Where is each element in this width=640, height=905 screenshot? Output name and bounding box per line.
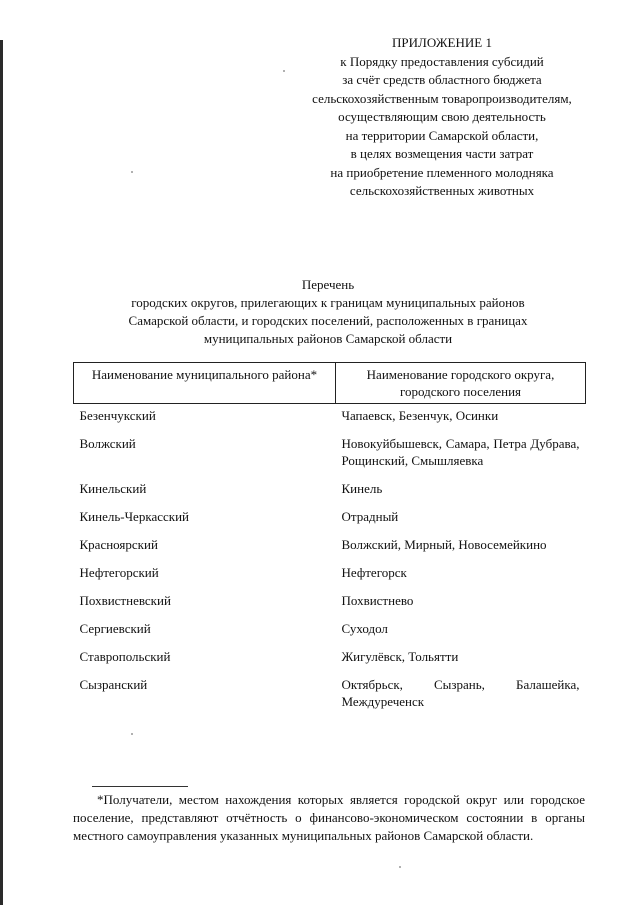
list-subtitle-line: городских округов, прилегающих к границам муниципальных районов — [131, 295, 525, 310]
district-cell: Ставропольский — [79, 649, 171, 664]
table-header-row — [74, 363, 586, 404]
appendix-line: сельскохозяйственным товаропроизводителям, — [312, 90, 572, 106]
appendix-line: в целях возмещения части затрат — [350, 146, 534, 161]
appendix-block — [282, 34, 602, 201]
scan-speck — [131, 171, 133, 173]
district-cell: Кинельский — [79, 481, 147, 496]
district-cell: Безенчукский — [79, 408, 156, 423]
district-cell: Похвистневский — [79, 593, 171, 608]
district-column-header: Наименование муниципального района* — [74, 363, 336, 404]
list-title: Перечень — [301, 277, 355, 292]
appendix-line: на приобретение племенного молодняка — [330, 164, 554, 180]
table-row — [74, 673, 586, 718]
districts-table — [73, 362, 586, 718]
town-cell: Новокуйбышевск, Самара, Петра Дубрава, Рощинский, Смышляевка — [341, 436, 580, 468]
district-cell: Нефтегорский — [79, 565, 159, 580]
scan-speck — [283, 70, 285, 72]
appendix-line: к Порядку предоставления субсидий — [340, 53, 544, 69]
district-cell: Кинель-Черкасский — [79, 509, 189, 524]
footnote-text: *Получатели, местом нахождения которых является городской округ или городское поселение, представляют отчётность о финансово-экономическом состоянии в органы местного самоуправления указанных муниципальных районов Самарской области. — [73, 792, 585, 843]
table-row — [74, 477, 586, 505]
district-cell: Сызранский — [79, 677, 148, 692]
scan-speck — [131, 733, 133, 735]
appendix-line: осуществляющим свою деятельность — [338, 109, 546, 124]
town-cell: Кинель — [341, 481, 383, 496]
appendix-line: за счёт средств областного бюджета — [342, 72, 542, 87]
town-cell: Чапаевск, Безенчук, Осинки — [341, 408, 499, 423]
appendix-line: на территории Самарской области, — [345, 127, 539, 143]
appendix-line: сельскохозяйственных животных — [349, 183, 535, 198]
district-cell: Красноярский — [79, 537, 158, 552]
town-cell: Волжский, Мирный, Новосемейкино — [341, 537, 547, 552]
list-heading — [60, 276, 596, 348]
table-row — [74, 432, 586, 477]
list-subtitle-line: муниципальных районов Самарской области — [203, 331, 453, 346]
footnote-divider — [92, 786, 188, 787]
list-subtitle-line: Самарской области, и городских поселений, расположенных в границах — [128, 313, 528, 328]
town-cell: Похвистнево — [341, 593, 414, 608]
district-cell: Волжский — [79, 436, 136, 451]
town-cell: Жигулёвск, Тольятти — [341, 649, 459, 664]
town-cell: Нефтегорск — [341, 565, 407, 580]
town-column-header: Наименование городского округа, городского поселения — [336, 363, 586, 404]
table-row — [74, 505, 586, 533]
town-cell: Отрадный — [341, 509, 399, 524]
table-row — [74, 617, 586, 645]
table-row — [74, 645, 586, 673]
table-row — [74, 533, 586, 561]
table-row — [74, 561, 586, 589]
table-row — [74, 404, 586, 433]
appendix-title: ПРИЛОЖЕНИЕ 1 — [392, 35, 492, 50]
town-cell: Суходол — [341, 621, 388, 636]
table-row — [74, 589, 586, 617]
district-cell: Сергиевский — [79, 621, 151, 636]
town-cell: Октябрьск, Сызрань, Балашейка, Междуреченск — [341, 677, 580, 709]
scan-edge — [0, 40, 3, 905]
scan-speck — [399, 866, 401, 868]
